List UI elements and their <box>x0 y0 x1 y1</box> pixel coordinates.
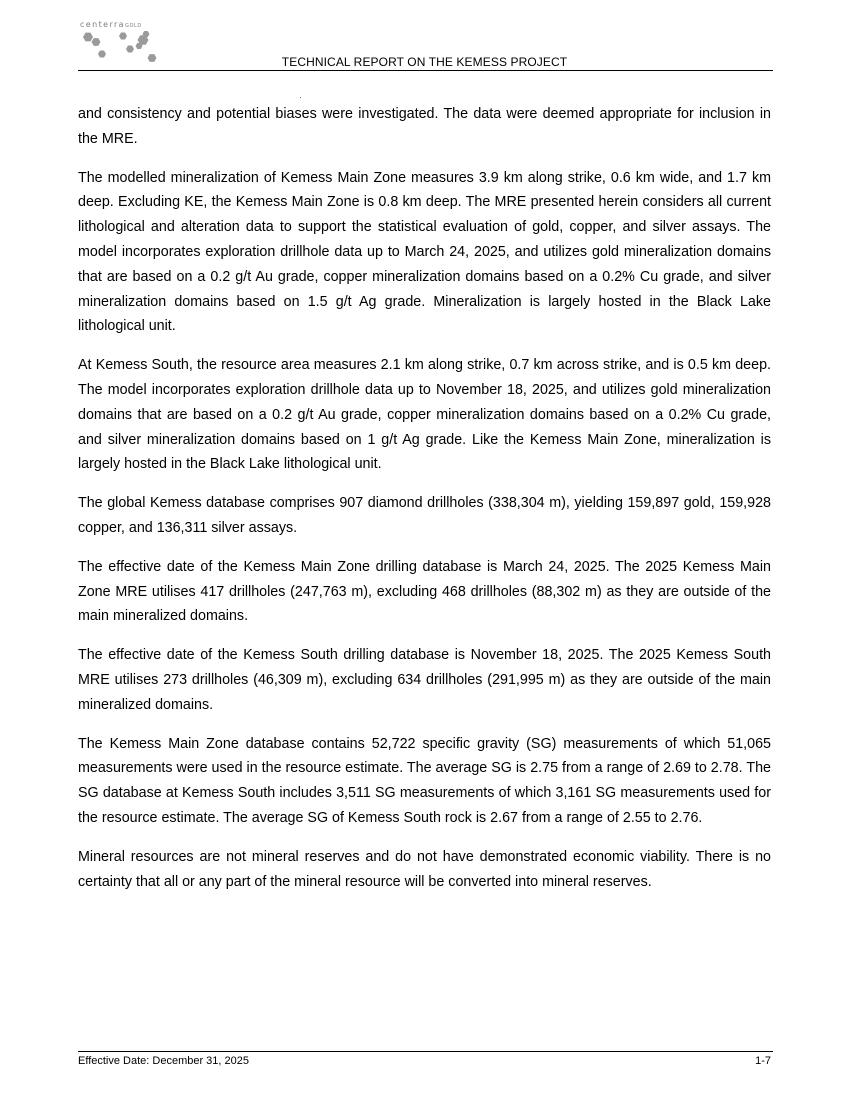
report-header-title: TECHNICAL REPORT ON THE KEMESS PROJECT <box>281 55 568 69</box>
logo-hexagon-1 <box>83 33 93 42</box>
paragraph-global-database: The global Kemess database comprises 907 diamond drillholes (338,304 m), yielding 159,897 gold, 159,928 copper, and 136,311 silver assays. <box>78 495 771 536</box>
footer-effective-date: Effective Date: December 31, 2025 <box>78 1055 250 1067</box>
logo-wordmark: centerra <box>80 20 125 29</box>
paragraph-main-zone-drilling: The effective date of the Kemess Main Zone drilling database is March 24, 2025. The 2025 Kemess Main Zone MRE utilises 417 drillholes (247,763 m), excluding 468 drillholes (88,302 m) as they are outside of the main mineralized domains. <box>78 558 771 625</box>
paragraph-kemess-south-model: At Kemess South, the resource area measures 2.1 km along strike, 0.7 km across strike, and is 0.5 km deep. The model incorporates exploration drillhole data up to November 18, 2025, and utilizes gold mineralization domains that are based on a 0.2 g/t Au grade, copper mineralization domains based on a 0.2% Cu grade, and silver mineralization domains based on 1 g/t Ag grade. Like the Kemess Main Zone, mineralization is largely hosted in the Black Lake lithological unit. <box>78 357 771 473</box>
footer-page-number: 1-7 <box>755 1055 771 1067</box>
paragraph-resources-disclaimer: Mineral resources are not mineral reserves and do not have demonstrated economic viability. There is no certainty that all or any part of the mineral resource will be converted into mineral reserves. <box>78 848 771 890</box>
header-divider <box>78 70 773 71</box>
paragraph-south-drilling: The effective date of the Kemess South drilling database is November 18, 2025. The 2025 Kemess South MRE utilises 273 drillholes (46,309 m), excluding 634 drillholes (291,995 m) as they are outside of the main mineralized domains. <box>78 647 771 713</box>
paragraph-specific-gravity: The Kemess Main Zone database contains 52,722 specific gravity (SG) measurements of which 51,065 measurements were used in the resource estimate. The average SG is 2.75 from a range of 2.69 to 2.78. The SG database at Kemess South includes 3,511 SG measurements of which 3,161 SG measurements used for the resource estimate. The average SG of Kemess South rock is 2.67 from a range of 2.55 to 2.76. <box>78 735 771 826</box>
logo-wordmark-suffix: GOLD <box>125 23 142 29</box>
logo-hexagon-2 <box>92 38 101 46</box>
paragraph-data-validation: and consistency and potential biases were investigated. The data were deemed appropriate for inclusion in the MRE. <box>78 106 771 147</box>
footer-divider <box>78 1051 773 1052</box>
paragraph-main-zone-model: The modelled mineralization of Kemess Main Zone measures 3.9 km along strike, 0.6 km wide, and 1.7 km deep. Excluding KE, the Kemess Main Zone is 0.8 km deep. The MRE presented herein considers all current lithological and alteration data to support the statistical evaluation of gold, copper, and silver assays. The model incorporates exploration drillhole data up to March 24, 2025, and utilizes gold mineralization domains that are based on a 0.2 g/t Au grade, copper mineralization domains based on a 0.2% Cu grade, and silver mineralization domains based on 1.5 g/t Ag grade. Mineralization is largely hosted in the Black Lake lithological unit. <box>78 169 771 335</box>
stray-mark <box>300 97 301 98</box>
body-text <box>78 102 771 908</box>
logo-hexagon-5 <box>126 46 134 53</box>
logo-hexagon-4 <box>119 33 127 40</box>
